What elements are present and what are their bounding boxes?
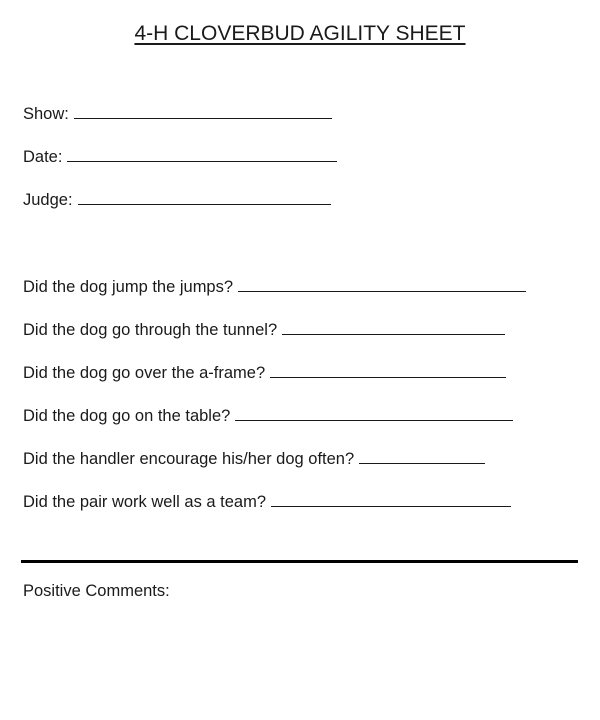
question-tunnel-blank-line[interactable] [282,320,505,335]
question-table [23,406,513,428]
question-handler-label: Did the handler encourage his/her dog often? [23,450,355,468]
question-handler [23,449,485,471]
show-label: Show: [23,105,69,123]
question-jumps-blank-line[interactable] [238,277,526,292]
show-blank-line[interactable] [74,104,332,119]
sheet-title: 4-H CLOVERBUD AGILITY SHEET [134,22,466,45]
question-aframe-blank-line[interactable] [270,363,506,378]
judge-field [23,190,331,212]
question-jumps-label: Did the dog jump the jumps? [23,278,234,296]
question-tunnel [23,320,505,342]
date-field [23,147,337,169]
question-table-label: Did the dog go on the table? [23,407,231,425]
section-divider [21,560,578,563]
question-table-blank-line[interactable] [235,406,513,421]
question-jumps [23,277,526,299]
question-team-blank-line[interactable] [271,492,511,507]
judge-blank-line[interactable] [78,190,331,205]
question-tunnel-label: Did the dog go through the tunnel? [23,321,278,339]
question-team-label: Did the pair work well as a team? [23,493,267,511]
question-aframe-label: Did the dog go over the a-frame? [23,364,266,382]
question-team [23,492,511,514]
judge-label: Judge: [23,191,73,209]
question-handler-blank-line[interactable] [359,449,485,464]
date-blank-line[interactable] [67,147,337,162]
show-field [23,104,332,126]
question-aframe [23,363,506,385]
date-label: Date: [23,148,63,166]
positive-comments-label: Positive Comments: [23,582,170,600]
